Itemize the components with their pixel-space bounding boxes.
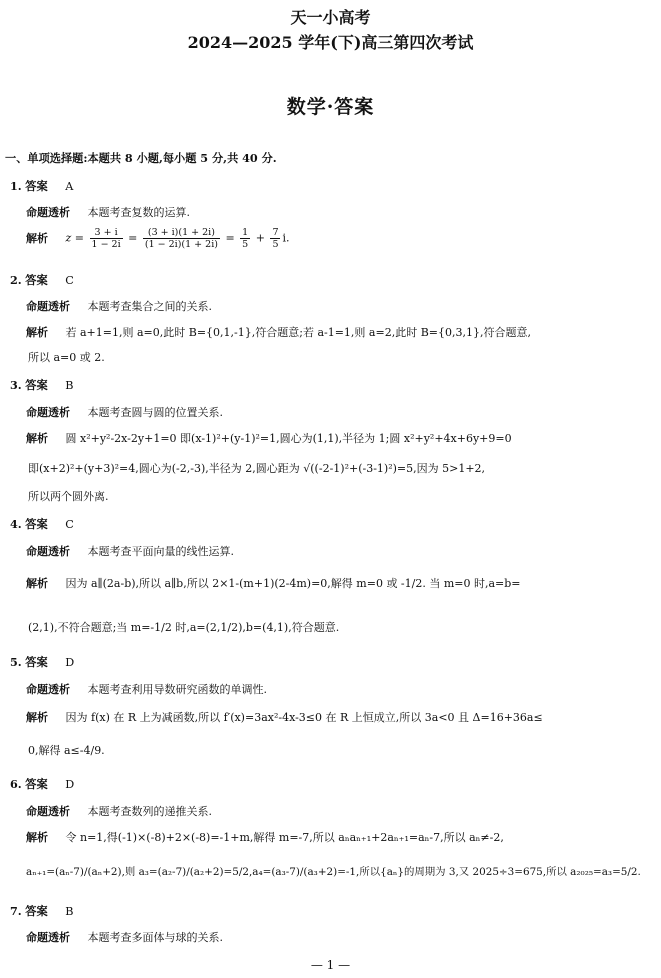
question-5-insight: 命题透析 本题考查利用导数研究函数的单调性.: [26, 683, 267, 696]
analysis-line: 所以两个圆外离.: [28, 490, 109, 503]
question-1-insight: [26, 204, 190, 220]
question-5-analysis: 解析 因为 f(x) 在 R 上为减函数,所以 f′(x)=3ax²-4x-3≤0 在 R 上恒成立,所以 3a<0 且 Δ=16+36a≤: [26, 711, 543, 724]
analysis-line: 所以 a=0 或 2.: [28, 351, 105, 364]
page-number: — 1 —: [310, 958, 351, 972]
analysis-line: 若 a+1=1,则 a=0,此时 B={0,1,-1},符合题意;若 a-1=1,则 a=2,此时 B={0,3,1},符合题意,: [65, 326, 531, 339]
analysis-line: (2,1),不符合题意;当 m=-1/2 时,a=(2,1/2),b=(4,1),符合题意.: [28, 621, 340, 634]
question-4-insight: 命题透析 本题考查平面向量的线性运算.: [26, 545, 234, 558]
analysis-line: 0,解得 a≤-4/9.: [28, 744, 105, 757]
question-3-answer: 3. 答案 B: [10, 378, 74, 392]
analysis-line: 圆 x²+y²-2x-2y+1=0 即(x-1)²+(y-1)²=1,圆心为(1,1),半径为 1;圆 x²+y²+4x+6y+9=0: [65, 432, 512, 445]
question-2-insight: 命题透析 本题考查集合之间的关系.: [26, 300, 212, 313]
question-4-analysis: 解析 因为 a∥(2a-b),所以 a∥b,所以 2×1-(m+1)(2-4m)=0,解得 m=0 或 -1/2. 当 m=0 时,a=b=: [26, 577, 521, 590]
question-3-insight: 命题透析 本题考查圆与圆的位置关系.: [26, 406, 223, 419]
section-heading: 一、单项选择题:本题共 8 小题,每小题 5 分,共 40 分.: [5, 151, 277, 165]
question-6-answer: 6. 答案 D: [10, 777, 75, 791]
question-7-answer: 7. 答案 B: [10, 904, 74, 918]
question-3-analysis: 解析 圆 x²+y²-2x-2y+1=0 即(x-1)²+(y-1)²=1,圆心为(1,1),半径为 1;圆 x²+y²+4x+6y+9=0: [26, 432, 512, 445]
analysis-line: 因为 a∥(2a-b),所以 a∥b,所以 2×1-(m+1)(2-4m)=0,解得 m=0 或 -1/2. 当 m=0 时,a=b=: [65, 577, 521, 590]
question-2-analysis: 解析 若 a+1=1,则 a=0,此时 B={0,1,-1},符合题意;若 a-1=1,则 a=2,此时 B={0,3,1},符合题意,: [26, 326, 531, 339]
answer-value: A: [65, 180, 74, 193]
exam-brand: 天一小高考: [290, 8, 371, 27]
question-6-insight: 命题透析 本题考查数列的递推关系.: [26, 805, 212, 818]
question-1-answer: [10, 178, 73, 194]
analysis-line: 因为 f(x) 在 R 上为减函数,所以 f′(x)=3ax²-4x-3≤0 在 R 上恒成立,所以 3a<0 且 Δ=16+36a≤: [65, 711, 543, 724]
question-number: 1.: [10, 179, 22, 193]
analysis-line: aₙ₊₁=(aₙ-7)/(aₙ+2),则 a₃=(a₂-7)/(a₂+2)=5/2,a₄=(a₃-7)/(a₃+2)=-1,所以{aₙ}的周期为 3,又 2025÷3=675,所以 a₂₀₂₅=a₃=5/2.: [26, 866, 641, 878]
analysis-line: 即(x+2)²+(y+3)²=4,圆心为(-2,-3),半径为 2,圆心距为 √((-2-1)²+(-3-1)²)=5,因为 5>1+2,: [28, 462, 486, 475]
question-4-answer: 4. 答案 C: [10, 517, 74, 531]
question-6-analysis: 解析 令 n=1,得(-1)×(-8)+2×(-8)=-1+m,解得 m=-7,所以 aₙaₙ₊₁+2aₙ₊₁=aₙ-7,所以 aₙ≠-2,: [26, 831, 504, 844]
analysis-line: 令 n=1,得(-1)×(-8)+2×(-8)=-1+m,解得 m=-7,所以 aₙaₙ₊₁+2aₙ₊₁=aₙ-7,所以 aₙ≠-2,: [65, 831, 504, 844]
analysis-formula: z = $\frac{3 + i}{1 - 2i}$ = $\frac{(3 + i)(1 + 2i)}{(1 - 2i)(1 + 2i)}$ = $\frac{1}{5}$ + $\frac{7}{5}$ i.: [65, 227, 290, 250]
analysis-label: 解析: [26, 231, 48, 245]
answer-label: 答案: [25, 179, 48, 193]
subject-title: 数学·答案: [286, 96, 375, 118]
question-1-analysis: [26, 227, 290, 250]
question-5-answer: 5. 答案 D: [10, 655, 75, 669]
question-2-answer: 2. 答案 C: [10, 273, 74, 287]
insight-label: 命题透析: [26, 206, 70, 219]
insight-text: 本题考查复数的运算.: [87, 206, 190, 219]
question-7-insight: 命题透析 本题考查多面体与球的关系.: [26, 931, 223, 944]
exam-title: 2024—2025 学年(下)高三第四次考试: [187, 33, 474, 52]
